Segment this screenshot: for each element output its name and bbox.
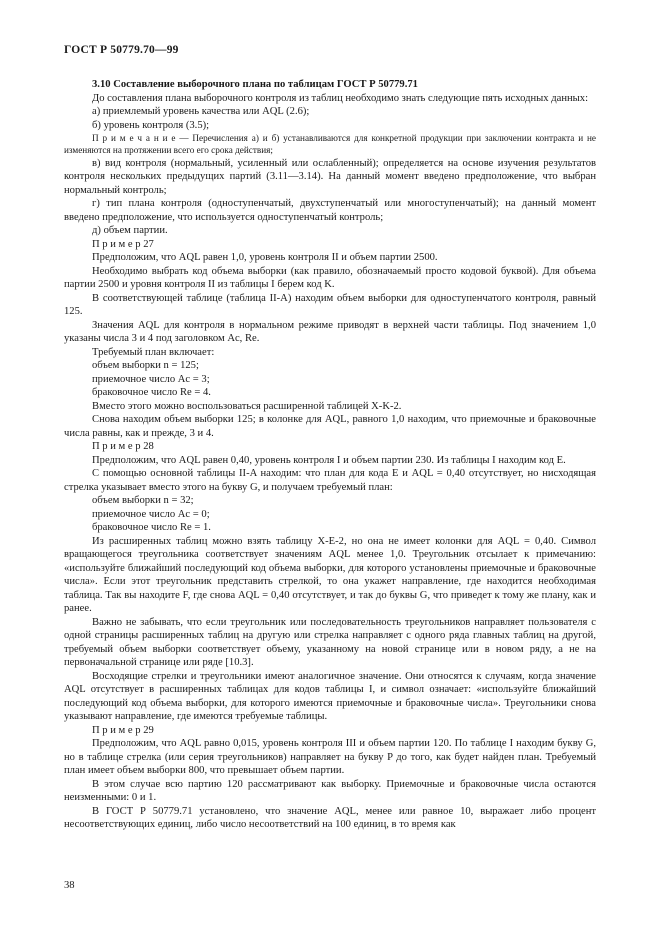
paragraph: в) вид контроля (нормальный, усиленный или ослабленный); определяется на основе изучения результатов контроля нескольких предыдущих партий (3.11—3.14). На данный момент введено предположение, что выбран нормальный контроль; bbox=[64, 157, 596, 196]
paragraph: П р и м е ч а н и е — Перечисления а) и б) устанавливаются для конкретной продукции при заключении контракта и не изменяются на протяжении всего его срока действия; bbox=[64, 133, 596, 156]
paragraph: Из расширенных таблиц можно взять таблицу X-E-2, но она не имеет колонки для AQL = 0,40. Символ вращающегося треугольника соответствует значениям AQL менее 1,0. Треугольник отсылает к примечанию: «используйте ближайший последующий код объема выборки, для которого установлены приемочные и браковочные числа». Если этот треугольник представить стрелкой, то она укажет направление, где находится необходимая таблица. Так вы находите F, где снова AQL = 0,40 отсутствует, и так до буквы G, что приведет к тому же плану, как и ранее. bbox=[64, 535, 596, 615]
page-number: 38 bbox=[64, 880, 75, 891]
paragraph: г) тип плана контроля (одноступенчатый, двухступенчатый или многоступенчатый); на данный момент введено предположение, что используется одноступенчатый контроль; bbox=[64, 198, 596, 223]
body-text bbox=[64, 78, 596, 832]
paragraph: В ГОСТ Р 50779.71 установлено, что значение AQL, менее или равное 10, выражает либо процент несоответствующих единиц, либо число несоответствий на 100 единиц, в то время как bbox=[64, 805, 596, 831]
paragraph: браковочное число Re = 4. bbox=[92, 387, 211, 399]
paragraph: приемочное число Ac = 3; bbox=[92, 373, 210, 385]
paragraph: Предположим, что AQL равно 0,015, уровень контроля III и объем партии 120. По таблице I находим букву G, но в таблице стрелка (или серия треугольников) направляет на букву P до того, как будет найден план. Требуемый план имеет объем выборки 800, что превышает объем партии. bbox=[64, 738, 596, 777]
paragraph: П р и м е р 28 bbox=[92, 441, 154, 453]
paragraph: Восходящие стрелки и треугольники имеют аналогичное значение. Они относятся к случаям, когда значение AQL отсутствует в расширенных таблицах для кодов таблицы I, и символ означает: «используйте ближайший последующий код объема выборки, для которого имеются приемочные и браковочные числа». Треугольники снова указывают направление, где имеются требуемые таблицы. bbox=[64, 670, 596, 723]
paragraph: До составления плана выборочного контроля из таблиц необходимо знать следующие пять исходных данных: bbox=[92, 92, 589, 104]
paragraph: д) объем партии. bbox=[92, 225, 168, 237]
paragraph: объем выборки n = 32; bbox=[92, 495, 194, 507]
paragraph: В этом случае всю партию 120 рассматривают как выборку. Приемочные и браковочные числа остаются неизменными: 0 и 1. bbox=[64, 778, 596, 804]
paragraph: 3.10 Составление выборочного плана по таблицам ГОСТ Р 50779.71 bbox=[92, 79, 418, 90]
paragraph: С помощью основной таблицы II-A находим: что план для кода E и AQL = 0,40 отсутствует, но нисходящая стрелка указывает вместо этого на букву G, и получаем требуемый план: bbox=[64, 468, 596, 493]
paragraph: браковочное число Re = 1. bbox=[92, 522, 211, 534]
paragraph: Необходимо выбрать код объема выборки (как правило, обозначаемый просто кодовой буквой). Для объема партии 2500 и уровня контроля II из таблицы I берем код K. bbox=[64, 265, 596, 291]
paragraph: б) уровень контроля (3.5); bbox=[92, 119, 210, 131]
paragraph: приемочное число Ac = 0; bbox=[92, 508, 210, 520]
paragraph: Снова находим объем выборки 125; в колонке для AQL, равного 1,0 находим, что приемочные и браковочные числа равны, как и прежде, 3 и 4. bbox=[64, 414, 596, 439]
paragraph: а) приемлемый уровень качества или AQL (2.6); bbox=[92, 106, 310, 117]
paragraph: объем выборки n = 125; bbox=[92, 360, 199, 372]
paragraph: Значения AQL для контроля в нормальном режиме приводят в верхней части таблицы. Под значением 1,0 указаны числа 3 и 4 под заголовком Ac, Re. bbox=[64, 319, 596, 345]
paragraph: П р и м е р 27 bbox=[92, 238, 154, 250]
paragraph: Предположим, что AQL равен 1,0, уровень контроля II и объем партии 2500. bbox=[92, 252, 438, 264]
paragraph: Вместо этого можно воспользоваться расширенной таблицей X-K-2. bbox=[92, 400, 402, 412]
paragraph: Требуемый план включает: bbox=[92, 346, 215, 358]
page-header: ГОСТ Р 50779.70—99 bbox=[64, 44, 179, 56]
paragraph: В соответствующей таблице (таблица II-A) находим объем выборки для одноступенчатого контроля, равный 125. bbox=[64, 292, 596, 318]
paragraph: Важно не забывать, что если треугольник или последовательность треугольников направляет пользователя с одной страницы расширенных таблиц на другую или стрелка направляет с одного ряда главных таблиц на другой, требуемый объем выборки соответствует объему, указанному на новой странице или в новом ряду, а не на первоначальной странице или ряде [10.3]. bbox=[64, 616, 596, 669]
paragraph: Предположим, что AQL равен 0,40, уровень контроля I и объем партии 230. Из таблицы I находим код E. bbox=[92, 454, 566, 466]
paragraph: П р и м е р 29 bbox=[92, 724, 154, 736]
